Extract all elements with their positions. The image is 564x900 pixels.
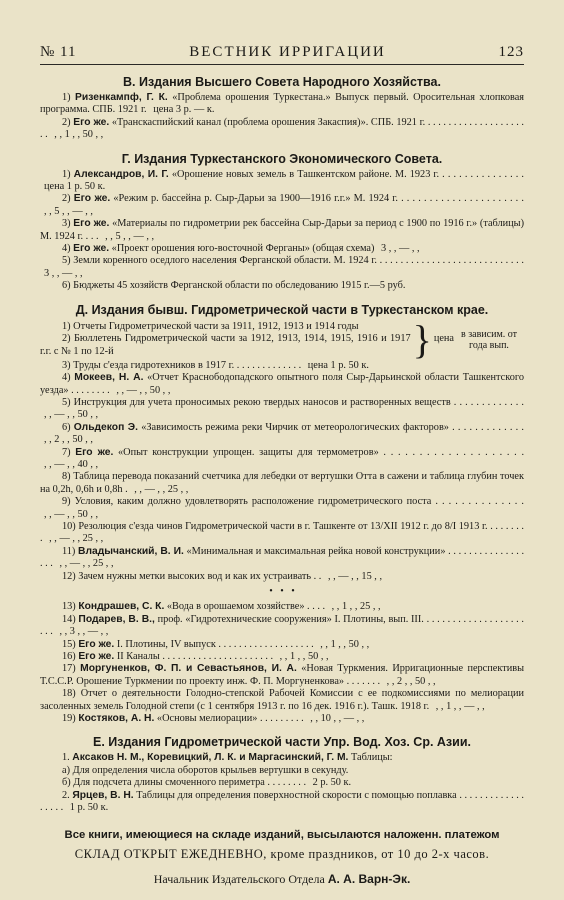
list-item: 10) Резолюция с'езда чинов Гидрометрической части в г. Ташкенте от 13/XII 1912 г. до 8/I 1913 г. . . . . . . . . , , — , , 25 , , xyxy=(40,520,524,545)
section-e-entries xyxy=(40,752,524,814)
list-item: а) Для определения числа оборотов крыльев вертушки в секунду. xyxy=(62,764,349,776)
page-header xyxy=(40,44,524,65)
list-item: 1) Александров, И. Г. «Орошение новых земель в Ташкентском районе. М. 1923 г. . . . . . . . . . . . . . . . цена 1 р. 50 к. xyxy=(44,168,525,193)
list-item: 2) Его же. «Транскаспийский канал (проблема орошения Закаспия)». СПБ. 1921 г. . . . . . . . . . . . . . . . . . . . . . , , 1 , , 50 , , xyxy=(40,116,525,141)
list-item: 6) Бюджеты 45 хозяйств Ферганской области по обследованию 1915 г.—5 руб. xyxy=(62,280,406,292)
section-title-d: Д. Издания бывш. Гидрометрической части в Туркестанском крае. xyxy=(75,302,489,317)
list-item: 9) Условия, каким должно удовлетворять расположение гидрометрического поста . . . . . . . . . . . . . . , , — , , 50 , , xyxy=(44,496,524,520)
list-item: б) Для подсчета длины смоченного периметра . . . . . . . . 2 р. 50 к. xyxy=(62,777,352,789)
brace-group xyxy=(40,316,524,362)
warehouse-hours: СКЛАД ОТКРЫТ ЕЖЕДНЕВНО, кроме праздников, от 10 до 2-х часов. xyxy=(74,846,490,861)
list-item: 5) Земли коренного оседлого населения Ферганской области. М. 1924 г. . . . . . . . . . . . . . . . . . . . . . . . . . . . . 3 , , — , , xyxy=(44,255,524,279)
journal-title: ВЕСТНИК ИРРИГАЦИИ xyxy=(189,44,386,60)
list-item: 8) Таблица перевода показаний счетчика для лебедки от вертушки Отта в сажени и таблица глубин точек на 0,2h, 0,6h и 0,8h . , , — , , 25 , , xyxy=(40,471,524,495)
mail-order-notice: Все книги, имеющиеся на складе изданий, высылаются наложенн. платежом xyxy=(64,828,500,841)
list-item: 17) Моргуненков, Ф. П. и Севастьянов, И. А. «Новая Туркмения. Ирригационные перспективы Т.С.С.Р. Орошение Туркмении по проекту инж. Ф. П. Моргуненкова» . . . . . . . , , 2 , , 50 , , xyxy=(40,663,524,687)
section-title-e: Е. Издания Гидрометрической части Упр. Вод. Хоз. Ср. Азии. xyxy=(93,735,471,750)
list-item: 3) Его же. «Материалы по гидрометрии рек бассейна Сыр-Дарьи за период с 1900 по 1916 г.» (таблицы) М. 1924 г. . . . , , 5 , , — , , xyxy=(40,218,525,242)
section-g-entries xyxy=(40,169,524,293)
list-item: 12) Зачем нужны метки высоких вод и как их устраивать . . , , — , , 15 , , xyxy=(62,570,383,582)
list-item: 5) Инструкция для учета проносимых рекою твердых наносов и растворенных веществ . . . . . . . . . . . . . , , — , , 50 , , xyxy=(44,396,524,421)
list-item: 2) Бюллетень Гидрометрической части за 1912, 1913, 1914, 1915, 1916 и 1917 г.г. с № 1 по 12-й xyxy=(40,333,411,357)
list-item: 14) Подарев, В. В., проф. «Гидротехнические сооружения» I. Плотины, вып. III. . . . . . . . . . . . . . . . . . . . . . . , , 3 , , — , , xyxy=(40,613,524,638)
list-item: 7) Его же. «Опыт конструкции упрощен. защиты для термометров» . . . . . . . . . . . . . . . . . . . . , , — , , 40 , , xyxy=(44,446,525,470)
list-item: 1) Отчеты Гидрометрической части за 1911, 1912, 1913 и 1914 годы xyxy=(62,321,359,333)
page-number: 123 xyxy=(498,44,524,60)
section-title-g: Г. Издания Туркестанского Экономического Совета. xyxy=(121,151,443,166)
signature-title: Начальник Издательского Отдела xyxy=(153,871,325,886)
issue-number: № 11 xyxy=(40,44,77,60)
section-d-entries xyxy=(40,316,525,726)
list-item: 1. Аксаков Н. М., Коревицкий, Л. К. и Маргасинский, Г. М. Таблицы: xyxy=(62,752,393,764)
list-item: 2) Его же. «Режим р. бассейна р. Сыр-Дарьи за 1900—1916 г.г.» М. 1924 г. . . . . . . . . . . . . . . . . . . . . . . , , 5 , , — , , xyxy=(44,193,524,217)
brace-price: цена xyxy=(433,333,454,345)
list-item: 4) Мокеев, Н. А. «Отчет Краснободопадского опытного поля Сыр-Дарьинской области Ташкентского уезда» . . . . . . . . , , — , , 50 , , xyxy=(40,372,524,396)
list-item: 6) Ольдекоп Э. «Зависимость режима реки Чирчик от метеорологических факторов» . . . . . . . . . . . . . , , 2 , , 50 , , xyxy=(44,421,524,446)
section-title-v: В. Издания Высшего Совета Народного Хозяйства. xyxy=(123,75,441,89)
list-item: 19) Костяков, А. Н. «Основы мелиорации» . . . . . . . . . , , 10 , , — , , xyxy=(62,713,365,725)
signature-line xyxy=(40,872,524,887)
signature-name: А. А. Варн-Эк. xyxy=(327,871,411,886)
divider: • • • xyxy=(269,586,295,597)
list-item: 13) Кондрашев, С. К. «Вода в орошаемом хозяйстве» . . . . , , 1 , , 25 , , xyxy=(62,601,381,613)
brace-note: в зависим. от года вып. xyxy=(460,328,518,351)
section-v-entries xyxy=(40,92,524,142)
list-item: 18) Отчет о деятельности Голодно-степской Рабочей Комиссии с ее подкомиссиями по мелиорации засоленных земель Голодной степи (с 1 сентября 1913 г. по 16 дек. 1916 г.). Ташк. 1918 г. , , 1 , , — , , xyxy=(40,688,524,712)
brace-mark: } xyxy=(412,316,432,362)
list-item: 3) Труды с'езда гидротехников в 1917 г. . . . . . . . . . . . . . цена 1 р. 50 к. xyxy=(62,359,369,371)
list-item: 1) Ризенкампф, Г. К. «Проблема орошения Туркестана.» Выпуск первый. Оросительная хлопковая программа. СПБ. 1921 г. цена 3 р. — к. xyxy=(40,92,525,116)
list-item: 16) Его же. II Каналы . . . . . . . . . . . . . . . . . . . . . . , , 1 , , 50 , , xyxy=(62,651,329,663)
list-item: 15) Его же. I. Плотины, IV выпуск . . . . . . . . . . . . . . . . . . . , , 1 , , 50 , , xyxy=(62,638,370,650)
list-item: 2. Ярцев, В. Н. Таблицы для определения поверхностной скорости с помощью поплавка . . . . . . . . . . . . . . . . . . 1 р. 50 к. xyxy=(40,789,524,814)
list-item: 4) Его же. «Проект орошения юго-восточной Ферганы» (общая схема) 3 , , — , , xyxy=(62,243,420,255)
list-item: 11) Владычанский, В. И. «Минимальная и максимальная рейка новой конструкции» . . . . . . . . . . . . . . . . . . , , — , , 25 , , xyxy=(40,545,525,570)
